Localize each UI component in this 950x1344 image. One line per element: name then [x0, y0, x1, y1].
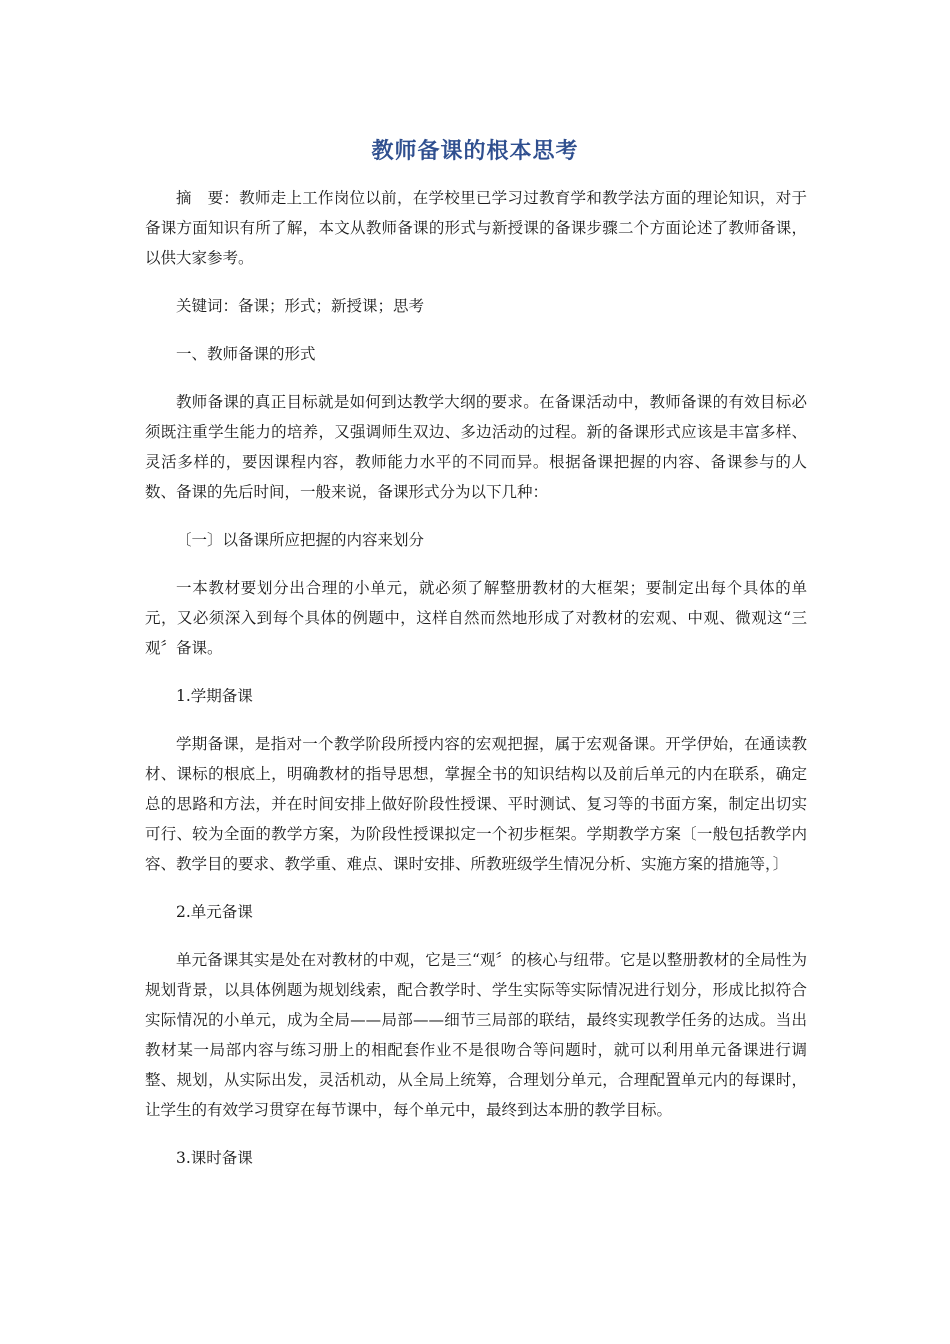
document-body: [145, 183, 807, 1191]
item-heading-unit: 2.单元备课: [176, 903, 253, 921]
item-unit-paragraph: 单元备课其实是处在对教材的中观，它是三“观〞的核心与纽带。它是以整册教材的全局性为规划背景，以具体例题为规划线索，配合教学时、学生实际等实际情况进行划分，形成比拟符合实际情况的小单元，成为全局——局部——细节三局部的联结，最终实现教学任务的达成。当出教材某一局部内容与练习册上的相配套作业不是很吻合等问题时，就可以利用单元备课进行调整、规划，从实际出发，灵活机动，从全局上统筹，合理划分单元，合理配置单元内的每课时，让学生的有效学习贯穿在每节课中，每个单元中，最终到达本册的教学目标。: [145, 951, 807, 1119]
item-semester-paragraph: 学期备课，是指对一个教学阶段所授内容的宏观把握，属于宏观备课。开学伊始，在通读教材、课标的根底上，明确教材的指导思想，掌握全书的知识结构以及前后单元的内在联系，确定总的思路和方法，并在时间安排上做好阶段性授课、平时测试、复习等的书面方案，制定出切实可行、较为全面的教学方案，为阶段性授课拟定一个初步框架。学期教学方案〔一般包括教学内容、教学目的要求、教学重、难点、课时安排、所教班级学生情况分析、实施方案的措施等，〕: [145, 735, 807, 873]
item-heading-lesson: 3.课时备课: [176, 1149, 253, 1167]
abstract-paragraph: 摘 要：教师走上工作岗位以前，在学校里已学习过教育学和教学法方面的理论知识，对于备课方面知识有所了解，本文从教师备课的形式与新授课的备课步骤二个方面论述了教师备课，以供大家参考。: [145, 189, 807, 267]
subsection-content-paragraph: 一本教材要划分出合理的小单元，就必须了解整册教材的大框架；要制定出每个具体的单元，又必须深入到每个具体的例题中，这样自然而然地形成了对教材的宏观、中观、微观这“三观〞备课。: [145, 579, 807, 657]
subsection-heading-content: 〔一〕以备课所应把握的内容来划分: [176, 531, 425, 549]
section-forms-paragraph: 教师备课的真正目标就是如何到达教学大纲的要求。在备课活动中，教师备课的有效目标必须既注重学生能力的培养，又强调师生双边、多边活动的过程。新的备课形式应该是丰富多样、灵活多样的，要因课程内容，教师能力水平的不同而异。根据备课把握的内容、备课参与的人数、备课的先后时间，一般来说，备课形式分为以下几种：: [145, 393, 807, 501]
document-title: 教师备课的根本思考: [371, 139, 579, 164]
section-heading-forms: 一、教师备课的形式: [176, 345, 316, 363]
keywords-line: 关键词：备课；形式；新授课；思考: [176, 297, 425, 315]
item-heading-semester: 1.学期备课: [176, 687, 253, 705]
